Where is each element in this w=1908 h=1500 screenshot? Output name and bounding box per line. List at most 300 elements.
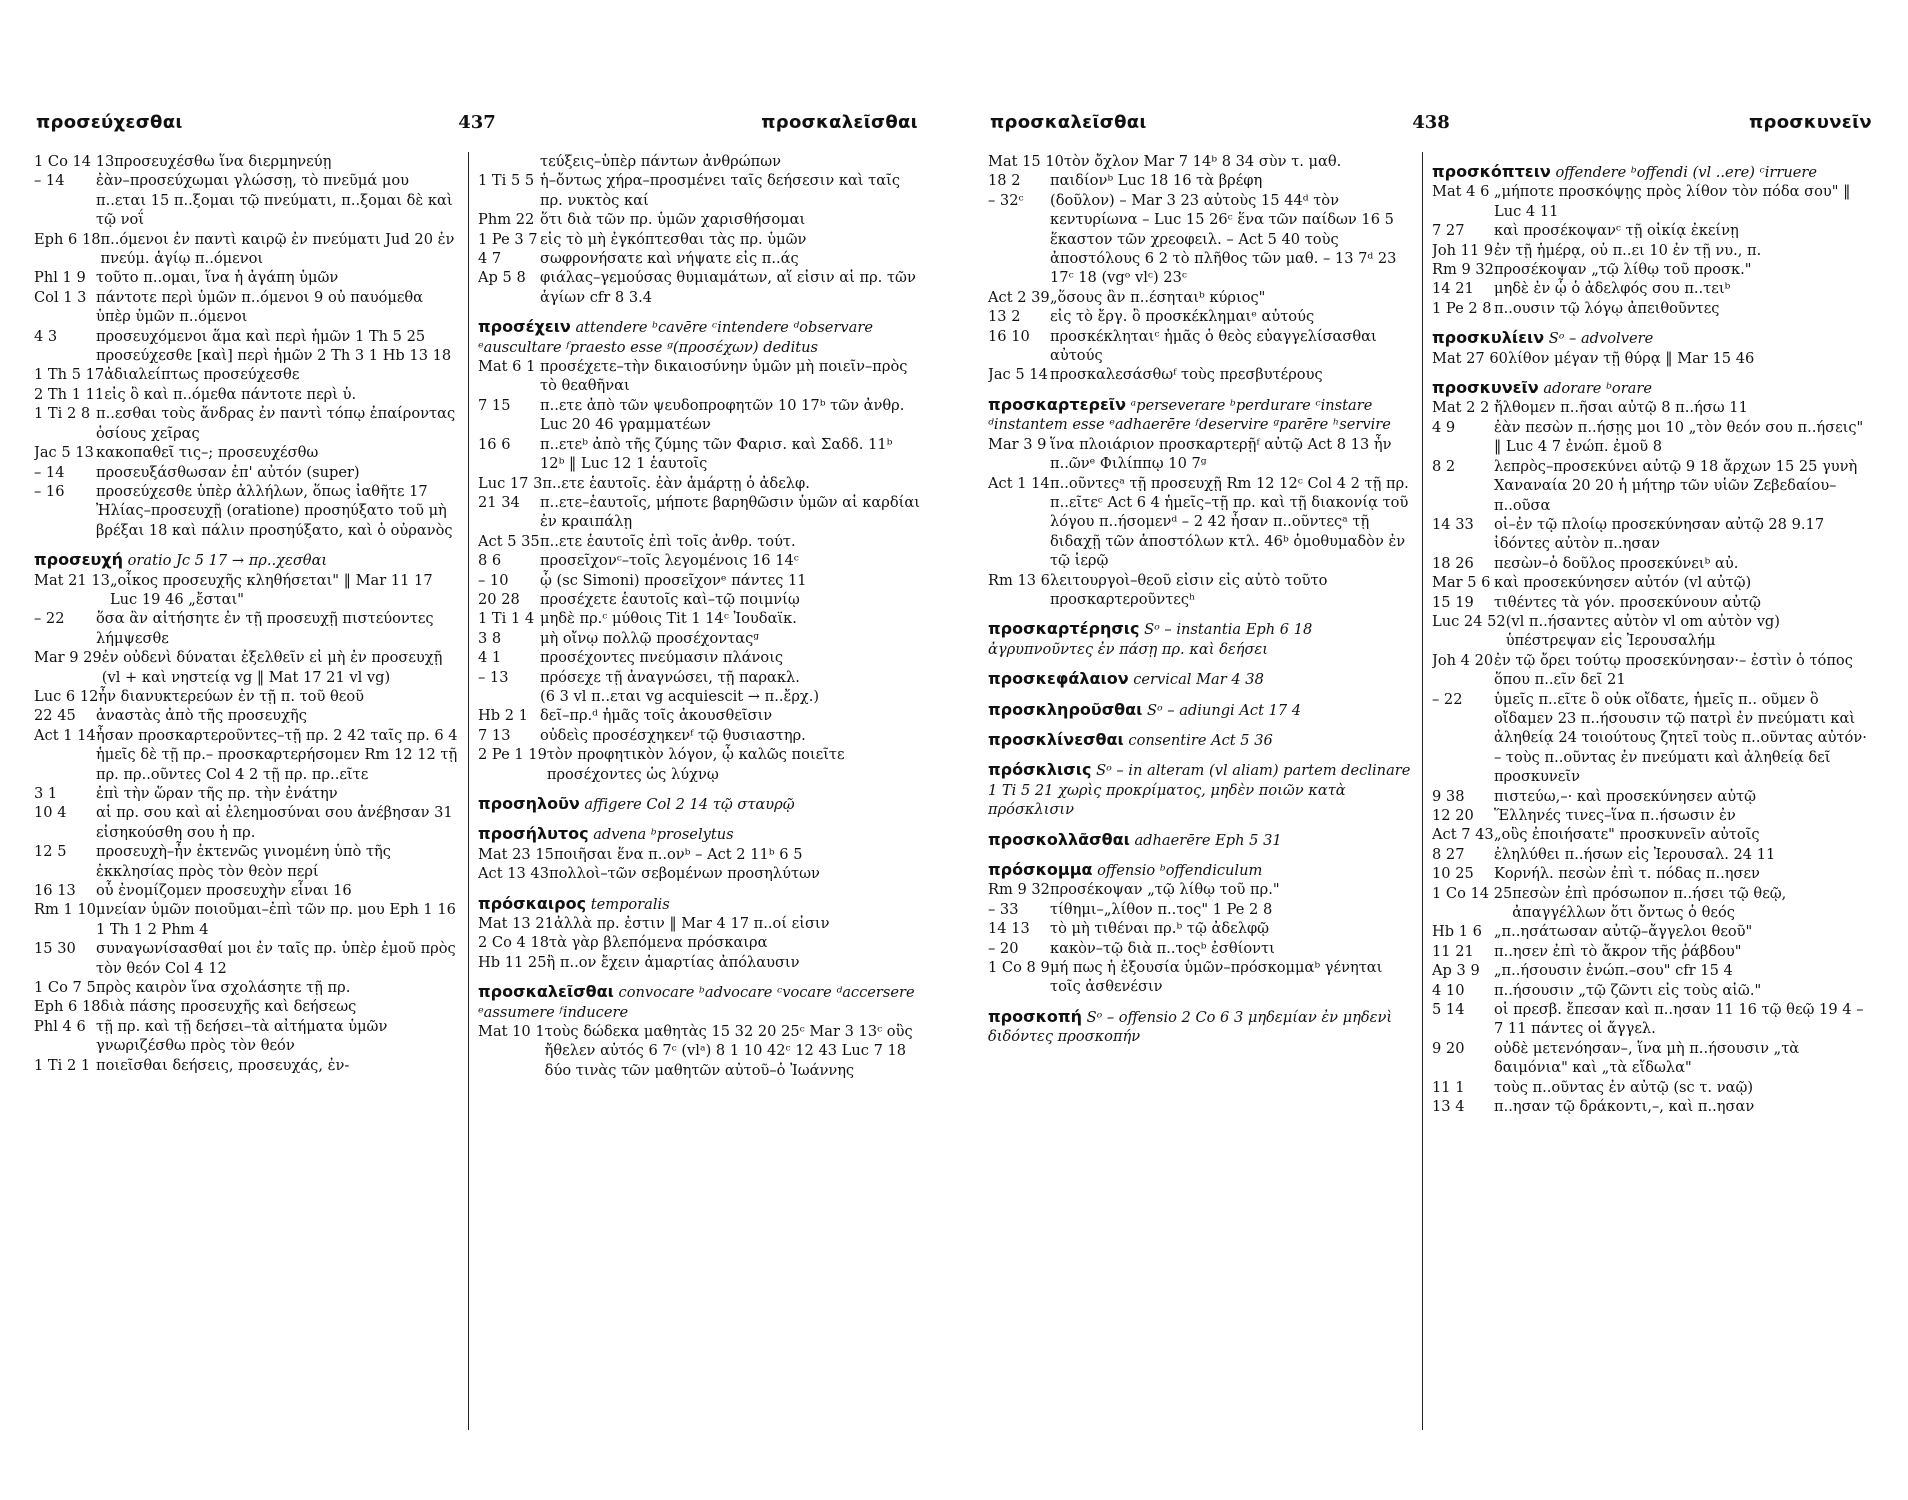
lemma-headword: προσκαρτέρησις [988,619,1140,639]
citation-line [34,365,458,384]
citation-line [34,327,458,366]
citation-line [988,958,1412,997]
citation-text: π..ετεᵇ ἀπὸ τῆς ζύμης τῶν Φαρισ. καὶ Σαδδ. 11ᵇ 12ᵇ ‖ Luc 12 1 ἑαυτοῖς [540,435,893,473]
citation-reference: 20 28 [478,590,520,608]
citation-text: μηδὲ πρ.ᶜ μύθοις Tit 1 14ᶜ Ἰουδαϊκ. [540,610,797,628]
citation-line [1432,349,1874,368]
citation-reference: 13 2 [988,308,1021,326]
citation-text: μηδὲ ἐν ᾧ ὁ ἀδελφός σου π..τειᵇ [1494,280,1731,298]
citation-line [34,404,458,443]
citation-line [34,1056,458,1075]
header-left-headword: προσκαλεῖσθαι [990,112,1147,133]
citation-text: διὰ πάσης προσευχῆς καὶ δεήσεως [100,998,357,1016]
citation-line [34,648,458,687]
citation-text: πρόσεχε τῇ ἀναγνώσει, τῇ παρακλ. [540,668,800,686]
column-divider [468,152,469,1430]
citation-line [1432,1078,1874,1097]
citation-text: π..ησαν τῷ δράκοντι,–, καὶ π..ησαν [1494,1098,1755,1116]
lemma-entry [478,982,920,1022]
citation-reference: – 16 [34,482,65,500]
citation-line [1432,573,1874,592]
citation-line [34,609,458,648]
citation-reference: Rm 9 32 [1432,261,1494,279]
citation-reference: Hb 1 6 [1432,923,1482,941]
citation-line [1432,612,1874,651]
citation-reference: 7 15 [478,396,511,414]
citation-reference: 1 Co 7 5 [34,979,96,997]
citation-reference: Rm 13 6 [988,571,1050,589]
citation-text: ἤλθομεν π..ῆσαι αὐτῷ 8 π..ήσω 11 [1494,399,1748,417]
citation-text: αἱ πρ. σου καὶ αἱ ἐλεημοσύναι σου ἀνέβησαν 31 εἰσηκούσθη σου ἡ πρ. [96,804,453,841]
citation-line [478,493,920,532]
lemma-gloss: ᵃperseverare ᵇperdurare ᶜinstare ᵈinstantem esse ᵉadhaerēre ᶠdeservire ᵍparēre ʰservire [988,396,1391,434]
lemma-entry [1432,378,1874,398]
citation-line [1432,457,1874,515]
citation-reference: Eph 6 18 [34,998,101,1016]
lemma-entry [478,317,920,357]
citation-reference: Phl 1 9 [34,269,86,287]
lemma-gloss: attendere ᵇcavēre ᶜintendere ᵈobservare ᵉauscultare ᶠpraesto esse ᵍ(προσέχων) deditus [478,319,873,356]
citation-reference: 1 Co 14 25 [1432,884,1513,902]
citation-line [478,571,920,590]
citation-reference: Ap 5 8 [478,269,526,287]
citation-line [988,435,1412,474]
citation-text: κακοπαθεῖ τις–; προσευχέσθω [96,444,319,462]
citation-reference: Hb 2 1 [478,707,528,725]
citation-reference: – 22 [34,610,65,628]
citation-line [988,191,1412,288]
citation-text: προσευξάσθωσαν ἐπ' αὐτόν (super) [96,463,360,481]
citation-reference: 15 19 [1432,593,1474,611]
lemma-entry [988,395,1412,435]
citation-line [988,307,1412,326]
citation-reference: 1 Ti 1 4 [478,610,535,628]
lemma-entry [988,760,1412,819]
citation-reference: 5 14 [1432,1001,1465,1019]
citation-reference: Mat 4 6 [1432,183,1490,201]
citation-text: δεῖ–πρ.ᵈ ἡμᾶς τοῖς ἀκουσθεῖσιν [540,707,773,725]
lemma-headword: προσκαρτερεῖν [988,394,1126,414]
lemma-entry [478,824,920,844]
lemma-gloss: affigere Col 2 14 τῷ σταυρῷ [584,796,795,813]
citation-line [34,230,458,269]
citation-reference: Rm 9 32 [988,881,1050,899]
right-page [954,0,1908,1500]
citation-reference: 11 1 [1432,1078,1465,1096]
citation-text: εἰς τὸ μὴ ἐγκόπτεσθαι τὰς πρ. ὑμῶν [540,230,807,248]
lemma-gloss: offendere ᵇoffendi (vl ..ere) ᶜirruere [1555,164,1818,181]
citation-reference: 9 38 [1432,787,1465,805]
citation-reference: Ap 3 9 [1432,962,1480,980]
citation-reference: 1 Ti 5 5 [478,172,535,190]
citation-line [988,365,1412,384]
citation-line [34,803,458,842]
lemma-gloss: adhaerēre Eph 5 31 [1134,831,1282,849]
citation-line [478,435,920,474]
citation-text: προσέκοψαν „τῷ λίθῳ τοῦ προσκ." [1494,261,1752,279]
citation-reference: Rm 1 10 [34,901,96,919]
citation-reference: 2 Co 4 18 [478,934,550,952]
citation-line [478,648,920,667]
citation-reference: 12 20 [1432,807,1474,824]
citation-reference: Luc 6 12 [34,687,99,705]
column-1 [988,152,1412,1460]
citation-line [34,881,458,900]
citation-line [478,210,920,229]
header-right-headword: προσκαλεῖσθαι [761,112,918,133]
lemma-headword: προσκόπτειν [1432,162,1551,181]
citation-line [1432,942,1874,961]
citation-text: προσκαλεσάσθωᶠ τοὺς πρεσβυτέρους [1050,366,1323,384]
citation-text: προσκέκληταιᶜ ἡμᾶς ὁ θεὸς εὐαγγελίσασθαι αὐτούς [1050,327,1377,365]
citation-text: προσευχόμενοι ἅμα καὶ περὶ ἡμῶν 1 Th 5 25 προσεύχεσθε [καὶ] περὶ ἡμῶν 2 Th 3 1 Hb 13 18 [96,327,452,365]
citation-text: προσευχὴ–ἦν ἐκτενῶς γινομένη ὑπὸ τῆς ἐκκλησίας πρὸς τὸν θεὸν περί [96,843,391,880]
citation-text: καὶ προσεκύνησεν αὐτόν (vl αὐτῷ) [1494,574,1752,592]
citation-reference: Mat 21 13 [34,571,110,589]
citation-line [1432,1039,1874,1078]
column-2 [1432,152,1874,1460]
citation-reference: 10 4 [34,804,67,822]
citation-text: οὐδεὶς προσέσχηκενᶠ τῷ θυσιαστηρ. [540,726,806,744]
citation-text: μνείαν ὑμῶν ποιοῦμαι–ἐπὶ τῶν πρ. μου Eph 1 16 1 Th 1 2 Phm 4 [96,901,456,938]
lemma-gloss: Sᵒ – adiungi Act 17 4 [1147,701,1302,719]
citation-text: ἐὰν πεσὼν π..ήσῃς μοι 10 „τὸν θεόν σου π..ήσεις" ‖ Luc 4 7 ἐνώπ. ἐμοῦ 8 [1494,418,1864,456]
citation-reference: 7 13 [478,726,511,744]
citation-text: ἵνα πλοιάριον προσκαρτερῇᶠ αὐτῷ Act 8 13 ἦν π..ῶνᵉ Φιλίππῳ 10 7ᵍ [1050,435,1392,473]
citation-reference: Mat 10 1 [478,1023,545,1041]
citation-reference: – 33 [988,900,1019,918]
citation-text: ὅσα ἂν αἰτήσητε ἐν τῇ προσευχῇ πιστεύοντες λήμψεσθε [96,610,434,647]
citation-text: οὗ ἐνομίζομεν προσευχὴν εἶναι 16 [96,882,352,900]
citation-reference: 15 30 [34,940,76,958]
citation-reference: Mat 13 21 [478,915,554,933]
lemma-headword: προσήλυτος [478,824,589,844]
citation-reference: 1 Pe 2 8 [1432,299,1492,317]
citation-line [1432,690,1874,787]
citation-line [1432,279,1874,298]
citation-reference: 22 45 [34,707,76,725]
lemma-entry [34,550,458,570]
citation-text: (6 3 vl π..εται vg acquiescit → π..ἔρχ.) [540,687,820,705]
lemma-entry [988,619,1412,659]
citation-line [988,571,1412,610]
lemma-entry [478,894,920,914]
citation-line [1432,1000,1874,1039]
citation-line [34,443,458,462]
citation-text: „ὅσους ἂν π..έσηταιᵇ κύριος" [1050,288,1266,306]
citation-text: μή πως ἡ ἐξουσία ὑμῶν–πρόσκομμαᵇ γένηται τοῖς ἀσθενέσιν [1050,959,1383,996]
citation-reference: 2 Th 1 11 [34,385,105,403]
lemma-gloss: Sᵒ – offensio 2 Co 6 3 μηδεμίαν ἐν μηδενὶ διδόντες προσκοπήν [988,1008,1393,1046]
citation-text: ἦσαν προσκαρτεροῦντες–τῇ πρ. 2 42 ταῖς πρ. 6 4 ἡμεῖς δὲ τῇ πρ.– προσκαρτερήσομεν Rm 12 12 τῇ πρ. πρ..οῦντες Col 4 2 τῇ πρ. πρ..εῖτε [96,726,458,783]
citation-text: ἐν οὐδενὶ δύναται ἐξελθεῖν εἰ μὴ ἐν προσευχῇ (vl + καὶ νηστείᾳ vg ‖ Mat 17 21 vl vg) [101,649,443,686]
citation-reference: 21 34 [478,493,520,511]
citation-text: πεσὼν–ὁ δοῦλος προσεκύνειᵇ αὐ. [1494,554,1739,572]
citation-reference: 3 8 [478,629,502,647]
citation-line [1432,864,1874,883]
citation-text: προσευχέσθω ἵνα διερμηνεύῃ [114,153,332,170]
citation-text: προσεύχεσθε ὑπὲρ ἀλλήλων, ὅπως ἰαθῆτε 17 Ἠλίας–προσευχῇ (oratione) προσηύξατο τοῦ μὴ βρέξαι 18 καὶ πάλιν προσηύξατο, καὶ ὁ οὐρανὸς [96,482,453,539]
citation-text: τοῦτο π..ομαι, ἵνα ἡ ἀγάπη ὑμῶν [96,269,339,287]
citation-line [34,385,458,404]
citation-text: προσεῖχονᶜ–τοῖς λεγομένοις 16 14ᶜ [540,552,799,570]
citation-text: ἡ–ὄντως χήρα–προσμένει ταῖς δεήσεσιν καὶ ταῖς πρ. νυκτὸς καί [540,172,900,209]
citation-text: (δοῦλον) – Mar 3 23 αὐτοὺς 15 44ᵈ τὸν κεντυρίωνα – Luc 15 26ᶜ ἕνα τῶν παίδων 16 5 ἕκαστον τῶν χρεοφειλ. – Act 5 40 τοὺς ἀποστόλους 6 2 τὸ πλῆθος τῶν μαθ. – 13 7ᵈ 23 17ᶜ 18 (vgᵒ vlᶜ) 23ᶜ [1050,191,1397,287]
citation-reference: Act 2 39 [988,288,1050,306]
lemma-gloss: Sᵒ – advolvere [1548,330,1654,348]
citation-line [34,978,458,997]
citation-text: (vl π..ήσαντες αὐτὸν vl om αὐτὸν vg) ὑπέστρεψαν εἰς Ἰερουσαλήμ [1505,612,1780,650]
lemma-headword: προσκεφάλαιον [988,669,1129,689]
citation-reference: 7 27 [1432,222,1465,240]
lemma-headword: προσκυλίειν [1432,328,1545,348]
citation-text: τὸν ὄχλον Mar 7 14ᵇ 8 34 σὺν τ. μαθ. [1063,153,1342,170]
citation-reference [478,152,540,171]
lemma-entry [988,700,1412,720]
page-header [990,112,1872,142]
citation-text: π..ησεν ἐπὶ τὸ ἄκρον τῆς ῥάβδου" [1494,942,1742,960]
citation-text: ἢ π..ον ἔχειν ἁμαρτίας ἀπόλαυσιν [546,953,800,971]
citation-line [1432,398,1874,417]
citation-reference: 14 21 [1432,280,1474,298]
citation-line [1432,981,1874,1000]
citation-line [478,1022,920,1080]
citation-line [478,668,920,687]
citation-reference: 16 6 [478,435,511,453]
citation-text: π..ήσουσιν „τῷ ζῶντι εἰς τοὺς αἰῶ." [1494,981,1762,999]
citation-reference: 14 33 [1432,515,1474,533]
citation-line [1432,515,1874,554]
lemma-gloss: Sᵒ – in alteram (vl aliam) partem declinare 1 Ti 5 21 χωρὶς προκρίματος, μηδὲν ποιῶν κατὰ πρόσκλισιν [988,762,1411,819]
citation-text: πολλοὶ–τῶν σεβομένων προσηλύτων [549,865,820,883]
citation-text: τὰ γὰρ βλεπόμενα πρόσκαιρα [549,934,768,952]
citation-line [1432,845,1874,864]
citation-line [478,551,920,570]
citation-line [478,396,920,435]
page-number: 437 [458,112,496,133]
lemma-entry [478,794,920,814]
citation-line [34,1017,458,1056]
lemma-headword: προσκοπή [988,1006,1082,1026]
citation-reference: 12 5 [34,843,67,861]
citation-reference: Act 13 43 [478,865,549,883]
citation-text: ᾧ (sc Simoni) προσεῖχονᵉ πάντες 11 [540,571,807,589]
citation-reference: 4 7 [478,250,502,268]
citation-line [34,463,458,482]
citation-text: ποιεῖσθαι δεήσεις, προσευχάς, ἐν- [96,1056,350,1074]
citation-text: ἐπὶ τὴν ὥραν τῆς πρ. τὴν ἐνάτην [96,785,338,802]
citation-line [34,288,458,327]
citation-line [34,939,458,978]
lemma-gloss: adorare ᵇorare [1543,380,1652,398]
citation-line [34,482,458,540]
citation-text: ἐν τῷ ὄρει τούτῳ προσεκύνησαν·– ἐστὶν ὁ τόπος ὅπου π..εῖν δεῖ 21 [1494,651,1853,689]
citation-reference: Phl 4 6 [34,1017,86,1035]
citation-line [1432,418,1874,457]
citation-reference: 8 6 [478,552,502,570]
citation-text: πιστεύω,–· καὶ προσεκύνησεν αὐτῷ [1494,787,1757,805]
citation-reference: 16 10 [988,327,1030,345]
citation-line [34,706,458,725]
lemma-gloss: offensio ᵇoffendiculum [1097,862,1263,879]
citation-reference: Mat 27 60 [1432,349,1508,367]
lemma-gloss: oratio Jc 5 17 → πρ..χεσθαι [127,552,328,570]
citation-reference: Hb 11 25 [478,953,547,971]
lemma-entry [1432,162,1874,182]
lemma-entry [988,1007,1412,1047]
citation-text: π..ετε–ἑαυτοῖς, μήποτε βαρηθῶσιν ὑμῶν αἱ καρδίαι ἐν κραιπάλῃ [540,493,920,531]
lemma-headword: προσκολλᾶσθαι [988,829,1130,849]
lemma-entry [1432,328,1874,348]
lemma-entry [988,830,1412,850]
citation-reference: Mar 3 9 [988,435,1047,453]
citation-reference: 11 21 [1432,942,1474,960]
citation-line [988,152,1412,171]
citation-reference: 14 13 [988,920,1030,938]
citation-reference: Jac 5 13 [34,444,94,462]
citation-text: οὐδὲ μετενόησαν–, ἵνα μὴ π..ήσουσιν „τὰ δαιμόνια" καὶ „τὰ εἴδωλα" [1494,1039,1800,1077]
citation-reference: 1 Ti 2 8 [34,405,91,423]
lemma-headword: προσκληροῦσθαι [988,699,1143,719]
citation-text: πεσὼν ἐπὶ πρόσωπον π..ήσει τῷ θεῷ, ἀπαγγέλλων ὅτι ὄντως ὁ θεός [1512,884,1787,922]
citation-reference: Eph 6 18 [34,230,101,248]
citation-reference: Luc 24 52 [1432,612,1506,630]
citation-line [478,590,920,609]
citation-line [1432,593,1874,612]
citation-line [34,900,458,939]
citation-reference: 4 1 [478,649,502,667]
lemma-gloss: Sᵒ – instantia Eph 6 18 ἀγρυπνοῦντες ἐν πάσῃ πρ. καὶ δεήσει [988,621,1313,658]
citation-text: π..ετε ἀπὸ τῶν ψευδοπροφητῶν 10 17ᵇ τῶν ἀνθρ. Luc 20 46 γραμματέων [540,396,905,434]
citation-text: εἰς ὃ καὶ π..όμεθα πάντοτε περὶ ὑ. [104,385,357,403]
citation-text: εἰς τὸ ἔργ. ὃ προσκέκλημαιᵉ αὐτούς [1050,308,1315,326]
citation-text: ἦν διανυκτερεύων ἐν τῇ π. τοῦ θεοῦ [98,687,364,705]
citation-text: „μήποτε προσκόψῃς πρὸς λίθον τὸν πόδα σου" ‖ Luc 4 11 [1494,183,1851,220]
citation-reference: Jac 5 14 [988,366,1048,384]
citation-reference: 4 3 [34,327,58,345]
lemma-gloss: consentire Act 5 36 [1128,731,1273,749]
citation-line [1432,221,1874,240]
citation-line [478,953,920,972]
citation-text: ἀλλὰ πρ. ἐστιν ‖ Mar 4 17 π..οί εἰσιν [553,915,830,933]
citation-reference: Mat 23 15 [478,845,554,863]
citation-line [478,864,920,883]
citation-text: Ἕλληνές τινες–ἵνα π..ήσωσιν ἐν [1494,807,1736,824]
citation-reference: – 14 [34,172,65,190]
citation-text: συναγωνίσασθαί μοι ἐν ταῖς πρ. ὑπὲρ ἐμοῦ πρὸς τὸν θεόν Col 4 12 [96,940,456,977]
citation-text: προσέχετε ἑαυτοῖς καὶ–τῷ ποιμνίῳ [540,590,800,608]
citation-line [1432,884,1874,923]
citation-text: τοὺς δώδεκα μαθητὰς 15 32 20 25ᶜ Mar 3 13ᶜ οὓς ἤθελεν αὐτός 6 7ᶜ (vlᵃ) 8 1 10 42ᶜ 12 43 Luc 7 18 δύο τινὰς τῶν μαθητῶν αὐτοῦ–ὁ Ἰωάννης [544,1023,913,1079]
citation-reference: Joh 4 20 [1432,651,1494,669]
citation-text: οἱ–ἐν τῷ πλοίῳ προσεκύνησαν αὐτῷ 28 9.17 ἰδόντες αὐτὸν π..ησαν [1494,515,1825,553]
citation-line [988,288,1412,307]
citation-line [478,745,920,784]
citation-line [1432,260,1874,279]
citation-line [988,900,1412,919]
citation-reference: – 32ᶜ [988,191,1024,209]
citation-reference [478,687,540,706]
header-right-headword: προσκυνεῖν [1748,112,1872,133]
citation-line [34,268,458,287]
citation-reference: Mat 15 10 [988,153,1064,170]
citation-line [34,784,458,803]
citation-text: ἀναστὰς ἀπὸ τῆς προσευχῆς [96,707,307,725]
citation-text: ποιῆσαι ἕνα π..ονᵇ – Act 2 11ᵇ 6 5 [553,845,803,863]
citation-text: λειτουργοὶ–θεοῦ εἰσιν εἰς αὐτὸ τοῦτο προσκαρτεροῦντεςʰ [1050,571,1328,608]
header-left-headword: προσεύχεσθαι [36,112,183,133]
citation-reference: – 10 [478,571,509,589]
citation-text: τῇ πρ. καὶ τῇ δεήσει–τὰ αἰτήματα ὑμῶν γνωριζέσθω πρὸς τὸν θεόν [96,1017,388,1055]
column-2 [478,152,920,1460]
citation-line [1432,787,1874,806]
citation-reference: 1 Pe 3 7 [478,230,538,248]
citation-line [478,249,920,268]
citation-reference: 18 2 [988,172,1021,190]
citation-line [34,687,458,706]
citation-text: λεπρὸς–προσεκύνει αὐτῷ 9 18 ἄρχων 15 25 γυνὴ Χαναναία 20 20 ἡ μήτηρ τῶν υἱῶν Ζεβεδαίου–π..οῦσα [1494,457,1858,514]
citation-line [478,474,920,493]
citation-reference: Mat 2 2 [1432,399,1490,417]
citation-reference: Luc 17 3 [478,474,543,492]
citation-text: προσέκοψαν „τῷ λίθῳ τοῦ πρ." [1050,881,1280,899]
citation-line [988,327,1412,366]
citation-line [478,171,920,210]
lemma-headword: πρόσκλισις [988,760,1092,780]
citation-reference: Mar 9 29 [34,649,102,667]
citation-reference: 1 Ti 2 1 [34,1056,91,1074]
lemma-gloss: cervical Mar 4 38 [1133,671,1264,689]
column-1 [34,152,458,1460]
citation-text: π..οῦντεςᵃ τῇ προσευχῇ Rm 12 12ᶜ Col 4 2 τῇ πρ. π..εῖτεᶜ Act 6 4 ἡμεῖς–τῇ πρ. καὶ τῇ διακονίᾳ τοῦ λόγου π..ήσομενᵈ – 2 42 ἦσαν π..οῦντεςᵃ τῇ διδαχῇ τῶν ἀποστόλων κτλ. 46ᵇ ὁμοθυμαδὸν ἐν τῷ ἱερῷ [1050,474,1409,570]
citation-text: π..ετε ἑαυτοῖς ἐπὶ τοῖς ἀνθρ. τούτ. [540,532,796,550]
citation-line [34,997,458,1016]
citation-line [988,939,1412,958]
citation-line [1432,651,1874,690]
citation-text: ἐν τῇ ἡμέρᾳ, οὐ π..ει 10 ἐν τῇ νυ., π. [1494,241,1762,259]
citation-text: „οἶκος προσευχῆς κληθήσεται" ‖ Mar 11 17 Luc 19 46 „ἔσται" [109,571,433,608]
citation-text: τεύξεις–ὑπὲρ πάντων ἀνθρώπων [540,153,781,170]
citation-reference: 13 4 [1432,1098,1465,1116]
citation-line [478,230,920,249]
citation-line [34,842,458,881]
citation-text: π..εσθαι τοὺς ἄνδρας ἐν παντὶ τόπῳ ἐπαίροντας ὁσίους χεῖρας [96,405,456,442]
citation-text: λίθον μέγαν τῇ θύρᾳ ‖ Mar 15 46 [1507,349,1755,367]
citation-text: φιάλας–γεμούσας θυμιαμάτων, αἵ εἰσιν αἱ πρ. τῶν ἁγίων cfr 8 3.4 [540,269,916,306]
citation-text: τὸ μὴ τιθέναι πρ.ᵇ τῷ ἀδελφῷ [1050,920,1270,938]
citation-line [988,919,1412,938]
citation-text: προσέχοντες πνεύμασιν πλάνοις [540,649,784,667]
citation-text: τοὺς π..οῦντας ἐν αὐτῷ (sc τ. ναῷ) [1494,1078,1754,1096]
citation-reference: – 20 [988,939,1019,957]
citation-reference: 2 Pe 1 19 [478,746,547,764]
citation-text: ἐληλύθει π..ήσων εἰς Ἰερουσαλ. 24 11 [1494,845,1776,863]
citation-text: τιθέντες τὰ γόν. προσεκύνουν αὐτῷ [1494,593,1761,611]
citation-line [34,171,458,229]
citation-text: καὶ προσέκοψανᶜ τῇ οἰκίᾳ ἐκείνῃ [1494,222,1739,240]
citation-text: προσέχετε–τὴν δικαιοσύνην ὑμῶν μὴ ποιεῖν–πρὸς τὸ θεαθῆναι [540,358,908,395]
citation-line [988,880,1412,899]
citation-text: κακὸν–τῷ διὰ π..τοςᵇ ἐσθίοντι [1050,939,1275,957]
citation-text: ὅτι διὰ τῶν πρ. ὑμῶν χαρισθήσομαι [540,211,806,229]
lemma-entry [988,669,1412,689]
citation-line [478,933,920,952]
citation-reference: Mar 5 6 [1432,574,1491,592]
citation-reference: 1 Co 14 13 [34,153,115,170]
citation-line [478,706,920,725]
lemma-gloss: temporalis [590,895,670,913]
citation-reference: Phm 22 [478,211,535,229]
